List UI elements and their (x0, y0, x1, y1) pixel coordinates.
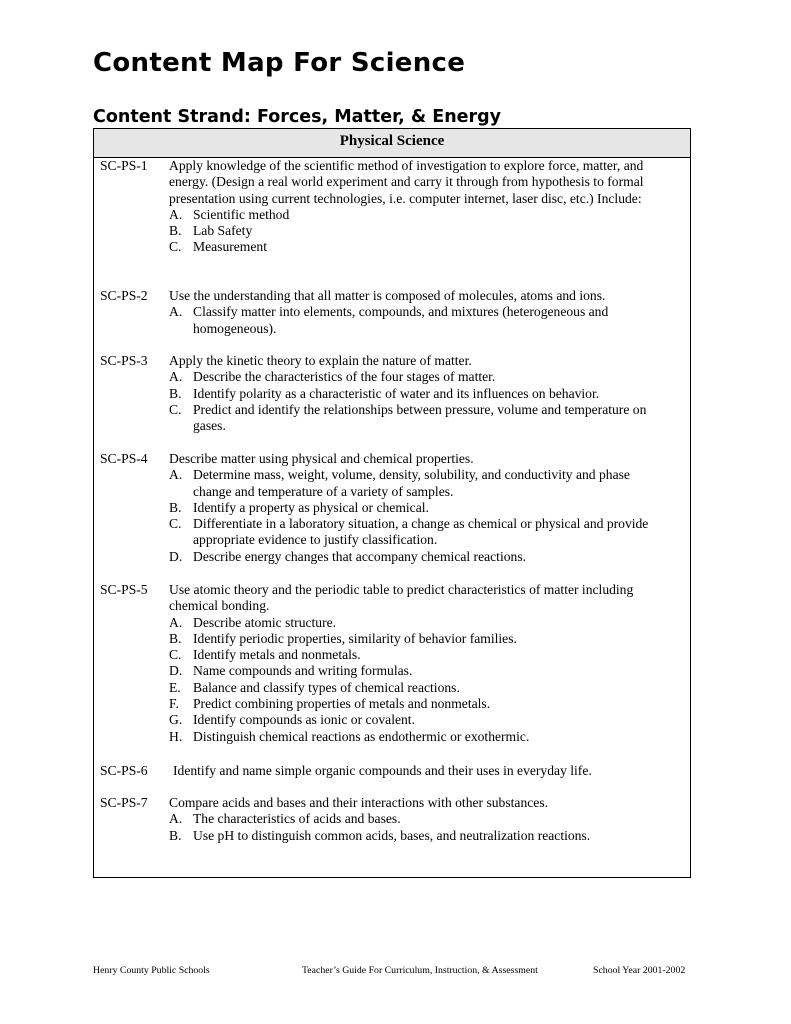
standard-code: SC-PS-1 (100, 158, 148, 173)
sub-item-text: Identify compounds as ionic or covalent. (193, 712, 415, 728)
sub-item-letter: B. (169, 385, 182, 401)
standard-text: Describe matter using physical and chemical properties. (169, 451, 474, 466)
sub-item-text: The characteristics of acids and bases. (193, 811, 401, 827)
standard-code: SC-PS-6 (100, 763, 148, 778)
sub-item (169, 631, 669, 647)
sub-item-letter: A. (169, 614, 183, 630)
sub-item-letter: G. (169, 712, 183, 728)
sub-item (169, 712, 669, 728)
sub-item-letter: B. (169, 499, 182, 515)
sub-item (169, 500, 669, 516)
sub-item-letter: C. (169, 239, 182, 255)
sub-item-text: Measurement (193, 239, 267, 255)
sub-item-text: Use pH to distinguish common acids, bases, and neutralization reactions. (193, 827, 591, 843)
sub-item-letter: C. (169, 647, 182, 663)
standard-text: Apply the kinetic theory to explain the nature of matter. (169, 353, 472, 368)
sub-item-text: Predict combining properties of metals and nonmetals. (193, 696, 491, 712)
sub-item (169, 663, 669, 679)
footer-right: School Year 2001-2002 (593, 965, 686, 976)
sub-item (169, 729, 669, 745)
sub-item (169, 369, 669, 385)
sub-item-text: Classify matter into elements, compounds, and mixtures (heterogeneous and homogeneous). (193, 304, 609, 336)
sub-item-letter: C. (169, 401, 182, 417)
sub-item-text: Predict and identify the relationships between pressure, volume and temperature on gases. (193, 401, 647, 434)
sub-item (169, 223, 669, 239)
sub-item-letter: B. (169, 630, 182, 646)
sub-item (169, 828, 669, 844)
standard-code: SC-PS-2 (100, 288, 148, 303)
sub-item (169, 696, 669, 712)
sub-item-letter: A. (169, 304, 183, 320)
standard-code: SC-PS-4 (100, 451, 148, 466)
content-strand-heading: Content Strand: Forces, Matter, & Energy (93, 107, 502, 127)
content-box (93, 128, 691, 878)
sub-item-letter: A. (169, 811, 183, 827)
sub-item (169, 304, 669, 337)
sub-item (169, 549, 669, 565)
standard-text: Apply knowledge of the scientific method of investigation to explore force, matter, and energy. (Design a real world experiment and carry it through from hypothesis to formal presentation using current technologies, i.e. computer internet, laser disc, etc.) Include: (169, 158, 644, 206)
sub-item-text: Describe the characteristics of the four stages of matter. (193, 369, 496, 385)
sub-item-letter: B. (169, 223, 182, 239)
sub-item-letter: A. (169, 206, 183, 222)
sub-item-text: Balance and classify types of chemical reactions. (193, 679, 460, 695)
sub-item-letter: D. (169, 663, 183, 679)
sub-item-text: Describe atomic structure. (193, 614, 337, 630)
sub-item (169, 680, 669, 696)
sub-item (169, 386, 669, 402)
sub-item-letter: E. (169, 679, 181, 695)
sub-item-letter: B. (169, 827, 182, 843)
sub-item-letter: F. (169, 696, 179, 712)
sub-item-text: Differentiate in a laboratory situation, a change as chemical or physical and provide appropriate evidence to justify classification. (193, 516, 649, 548)
sub-item-text: Identify periodic properties, similarity of behavior families. (193, 630, 517, 646)
sub-item-text: Identify metals and nonmetals. (193, 647, 361, 663)
footer-left: Henry County Public Schools (93, 965, 210, 976)
sub-item (169, 647, 669, 663)
sub-item-text: Name compounds and writing formulas. (193, 663, 413, 679)
standard-code: SC-PS-7 (100, 795, 148, 810)
sub-item (169, 811, 669, 827)
sub-item-text: Distinguish chemical reactions as endothermic or exothermic. (193, 728, 530, 744)
sub-item-letter: C. (169, 516, 182, 532)
standard-text: Use atomic theory and the periodic table to predict characteristics of matter including chemical bonding. (169, 582, 634, 614)
sub-item-letter: A. (169, 467, 183, 483)
sub-item-letter: H. (169, 728, 183, 744)
sub-item-text: Scientific method (193, 206, 290, 222)
standard-code: SC-PS-3 (100, 353, 148, 368)
box-header: Physical Science (94, 129, 690, 158)
page-title: Content Map For Science (93, 48, 466, 78)
sub-item (169, 516, 669, 549)
sub-item (169, 239, 669, 255)
sub-item-letter: D. (169, 548, 183, 564)
standard-code: SC-PS-5 (100, 582, 148, 597)
sub-item (169, 467, 669, 500)
sub-item-text: Determine mass, weight, volume, density, solubility, and conductivity and phase change and temperature of a variety of samples. (193, 467, 630, 499)
sub-item (169, 615, 669, 631)
sub-item-text: Describe energy changes that accompany chemical reactions. (193, 548, 527, 564)
standard-text: Identify and name simple organic compounds and their uses in everyday life. (173, 763, 592, 778)
standard-text: Compare acids and bases and their interactions with other substances. (169, 795, 549, 810)
sub-item-text: Lab Safety (193, 223, 253, 239)
sub-item (169, 207, 669, 223)
sub-item-text: Identify a property as physical or chemical. (193, 499, 429, 515)
sub-item (169, 402, 669, 435)
standard-text: Use the understanding that all matter is composed of molecules, atoms and ions. (169, 288, 606, 303)
sub-item-text: Identify polarity as a characteristic of water and its influences on behavior. (193, 385, 600, 401)
sub-item-letter: A. (169, 369, 183, 385)
footer-center: Teacher’s Guide For Curriculum, Instruction, & Assessment (302, 965, 538, 976)
